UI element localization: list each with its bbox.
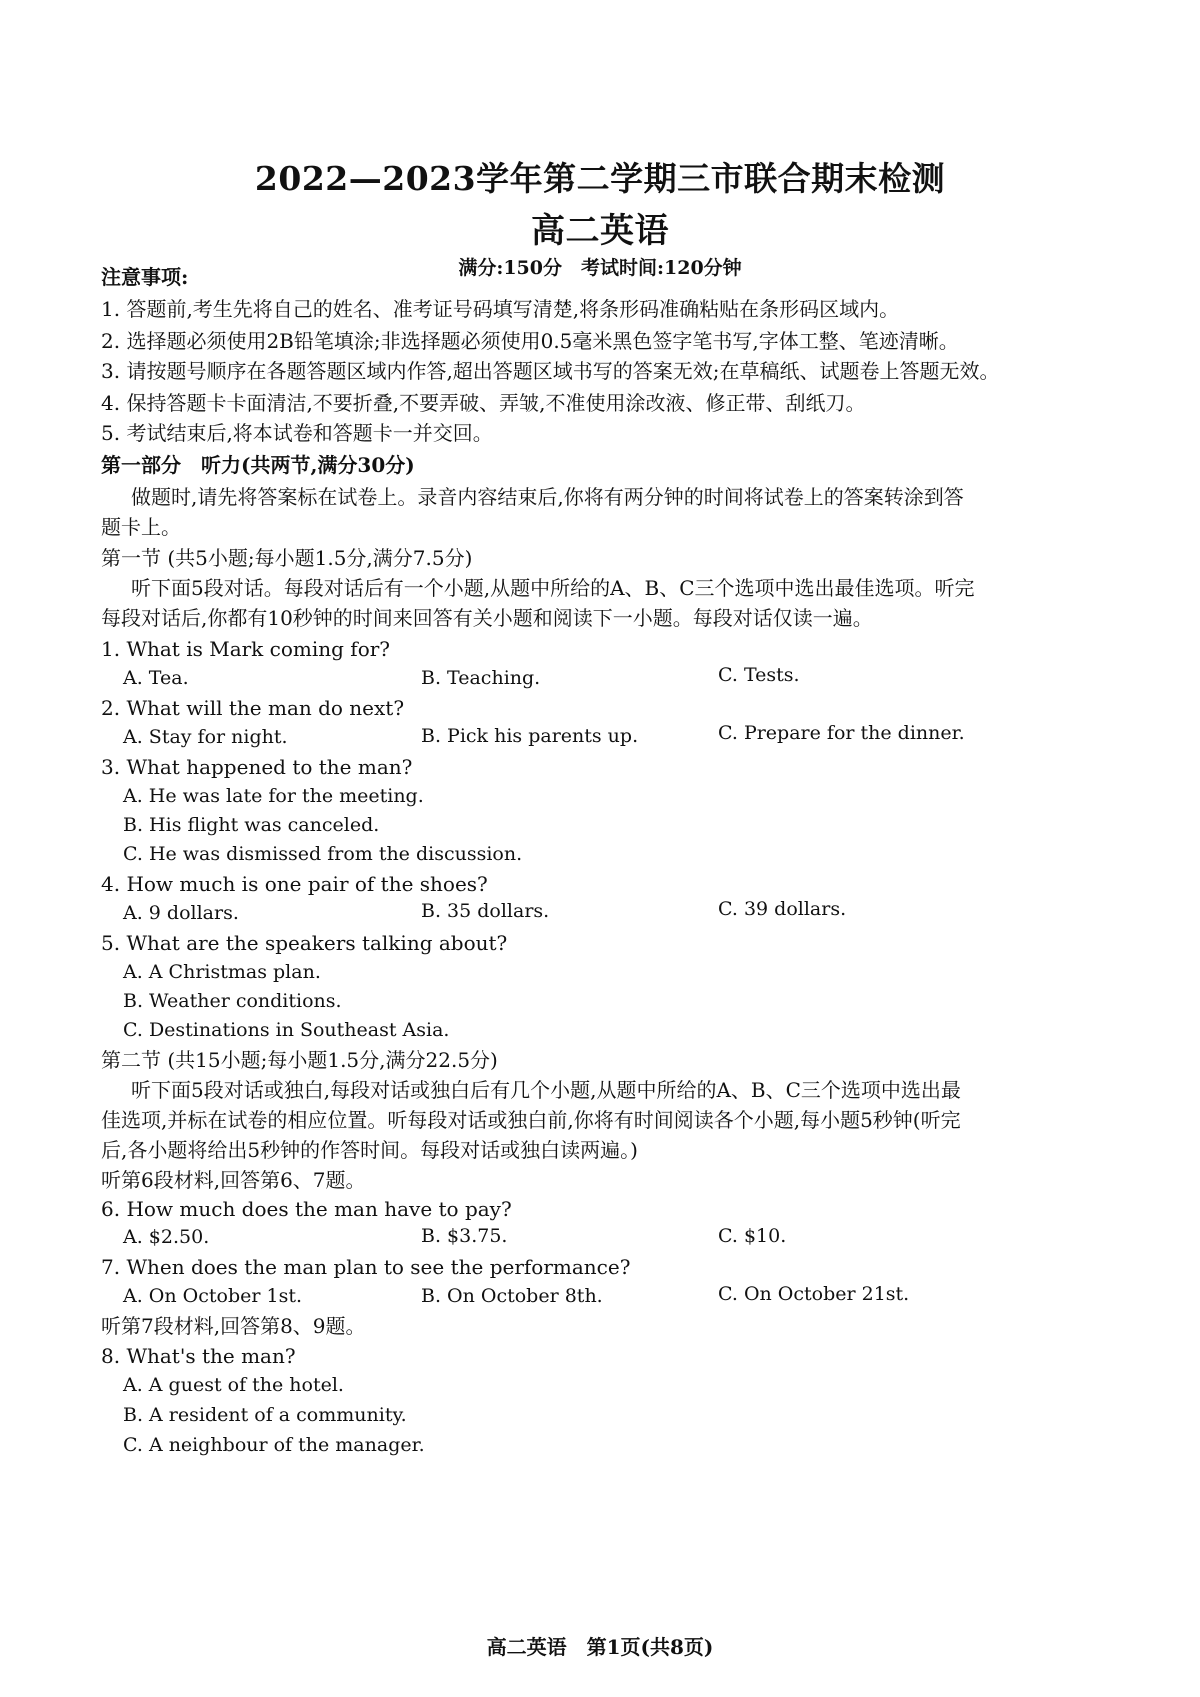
section2-intro-line2: 佳选项,并标在试卷的相应位置。听每段对话或独白前,你将有时间阅读各个小题,每小题5秒钟(听完	[101, 1108, 961, 1132]
question-4-option-c: C. 39 dollars.	[718, 898, 847, 920]
page-footer: 高二英语 第1页(共8页)	[486, 1635, 714, 1659]
section2-intro-line3: 后,各小题将给出5秒钟的作答时间。每段对话或独白读两遍。)	[101, 1138, 638, 1162]
question-7-option-b: B. On October 8th.	[421, 1285, 603, 1307]
section2-heading: 第二节 (共15小题;每小题1.5分,满分22.5分)	[101, 1048, 498, 1072]
question-2-option-a: A. Stay for night.	[123, 726, 288, 748]
question-3-option-c: C. He was dismissed from the discussion.	[123, 843, 523, 865]
question-8-option-a: A. A guest of the hotel.	[123, 1374, 344, 1396]
part1-heading: 第一部分 听力(共两节,满分30分)	[101, 453, 415, 477]
notice-item-2: 2. 选择题必须使用2B铅笔填涂;非选择题必须使用0.5毫米黑色签字笔书写,字体工整、笔迹清晰。	[101, 329, 959, 353]
question-6: 6. How much does the man have to pay?	[101, 1197, 512, 1221]
question-1-option-a: A. Tea.	[123, 667, 189, 689]
notice-item-1: 1. 答题前,考生先将自己的姓名、准考证号码填写清楚,将条形码准确粘贴在条形码区域内。	[101, 297, 900, 321]
part1-intro-line1: 做题时,请先将答案标在试卷上。录音内容结束后,你将有两分钟的时间将试卷上的答案转涂到答	[131, 485, 964, 509]
question-6-option-c: C. $10.	[718, 1225, 787, 1247]
question-7-option-c: C. On October 21st.	[718, 1283, 910, 1305]
subject-title: 高二英语	[531, 211, 669, 251]
question-4-option-b: B. 35 dollars.	[421, 900, 550, 922]
question-1-option-c: C. Tests.	[718, 664, 800, 686]
material-7-instruction: 听第7段材料,回答第8、9题。	[101, 1314, 366, 1338]
material-6-instruction: 听第6段材料,回答第6、7题。	[101, 1168, 366, 1192]
question-7-option-a: A. On October 1st.	[123, 1285, 302, 1307]
section2-intro-line1: 听下面5段对话或独白,每段对话或独白后有几个小题,从题中所给的A、B、C三个选项中选出最	[131, 1078, 961, 1102]
notice-item-4: 4. 保持答题卡卡面清洁,不要折叠,不要弄破、弄皱,不准使用涂改液、修正带、刮纸刀。	[101, 391, 866, 415]
exam-meta: 满分:150分 考试时间:120分钟	[458, 257, 742, 279]
question-2-option-b: B. Pick his parents up.	[421, 725, 639, 747]
notice-heading: 注意事项:	[101, 265, 189, 289]
section1-intro-line1: 听下面5段对话。每段对话后有一个小题,从题中所给的A、B、C三个选项中选出最佳选项。听完	[131, 576, 975, 600]
section1-heading: 第一节 (共5小题;每小题1.5分,满分7.5分)	[101, 546, 473, 570]
question-4-option-a: A. 9 dollars.	[123, 902, 239, 924]
question-2: 2. What will the man do next?	[101, 696, 405, 720]
question-8-option-c: C. A neighbour of the manager.	[123, 1434, 425, 1456]
question-1: 1. What is Mark coming for?	[101, 637, 391, 661]
question-8-option-b: B. A resident of a community.	[123, 1404, 407, 1426]
question-5: 5. What are the speakers talking about?	[101, 931, 508, 955]
question-5-option-b: B. Weather conditions.	[123, 990, 342, 1012]
question-3-option-a: A. He was late for the meeting.	[123, 785, 424, 807]
notice-item-3: 3. 请按题号顺序在各题答题区域内作答,超出答题区域书写的答案无效;在草稿纸、试题卷上答题无效。	[101, 359, 1000, 383]
question-8: 8. What's the man?	[101, 1344, 296, 1368]
question-1-option-b: B. Teaching.	[421, 667, 541, 689]
question-7: 7. When does the man plan to see the performance?	[101, 1255, 631, 1279]
question-6-option-a: A. $2.50.	[123, 1226, 210, 1248]
notice-item-5: 5. 考试结束后,将本试卷和答题卡一并交回。	[101, 421, 493, 445]
exam-title: 2022—2023学年第二学期三市联合期末检测	[254, 159, 946, 198]
question-3: 3. What happened to the man?	[101, 755, 413, 779]
question-4: 4. How much is one pair of the shoes?	[101, 872, 488, 896]
question-5-option-a: A. A Christmas plan.	[123, 961, 321, 983]
question-2-option-c: C. Prepare for the dinner.	[718, 722, 965, 744]
section1-intro-line2: 每段对话后,你都有10秒钟的时间来回答有关小题和阅读下一小题。每段对话仅读一遍。	[101, 606, 873, 630]
question-3-option-b: B. His flight was canceled.	[123, 814, 380, 836]
question-6-option-b: B. $3.75.	[421, 1225, 508, 1247]
question-5-option-c: C. Destinations in Southeast Asia.	[123, 1019, 450, 1041]
part1-intro-line2: 题卡上。	[101, 515, 181, 539]
